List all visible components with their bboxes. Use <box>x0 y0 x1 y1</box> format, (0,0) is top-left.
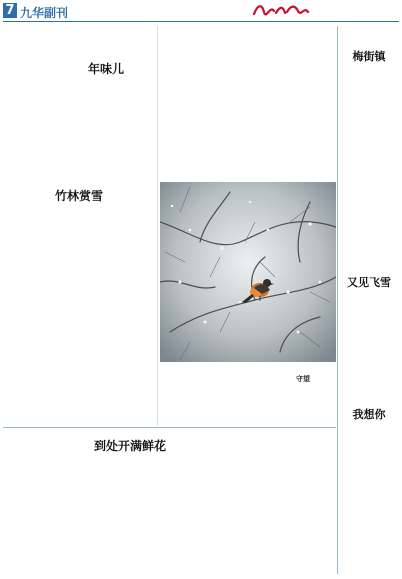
poem-body <box>340 74 398 270</box>
poem-title: 梅街镇 <box>352 50 386 63</box>
article-body <box>56 90 156 176</box>
page-header <box>0 0 402 22</box>
headline-nian-wei-er: 年味儿 <box>87 62 124 76</box>
article-body <box>160 40 336 178</box>
section-divider <box>3 427 336 428</box>
article-body <box>3 214 155 420</box>
poem-title: 又见飞雪 <box>347 276 391 289</box>
article-body <box>3 465 336 573</box>
poetry-column <box>340 26 398 574</box>
column-name: 九华副刊 <box>20 6 69 20</box>
column-rule <box>157 26 158 426</box>
newspaper-logo <box>252 2 314 18</box>
page-number: 7 <box>3 3 17 18</box>
column-rule <box>337 26 338 574</box>
headline-dao-chu-kai-man-xian-hua: 到处开满鲜花 <box>93 439 166 453</box>
header-rule <box>3 21 399 22</box>
poem-title: 我想你 <box>352 408 386 421</box>
poem-body <box>340 300 398 400</box>
photo-caption: 守望 <box>296 374 310 383</box>
bird-photo <box>160 182 336 362</box>
article-body <box>3 40 55 176</box>
article-body <box>160 384 336 424</box>
headline-zhu-lin-shang-xue: 竹林赏雪 <box>54 189 103 203</box>
poem-body <box>340 432 398 572</box>
bird-on-branch-image <box>160 182 336 362</box>
